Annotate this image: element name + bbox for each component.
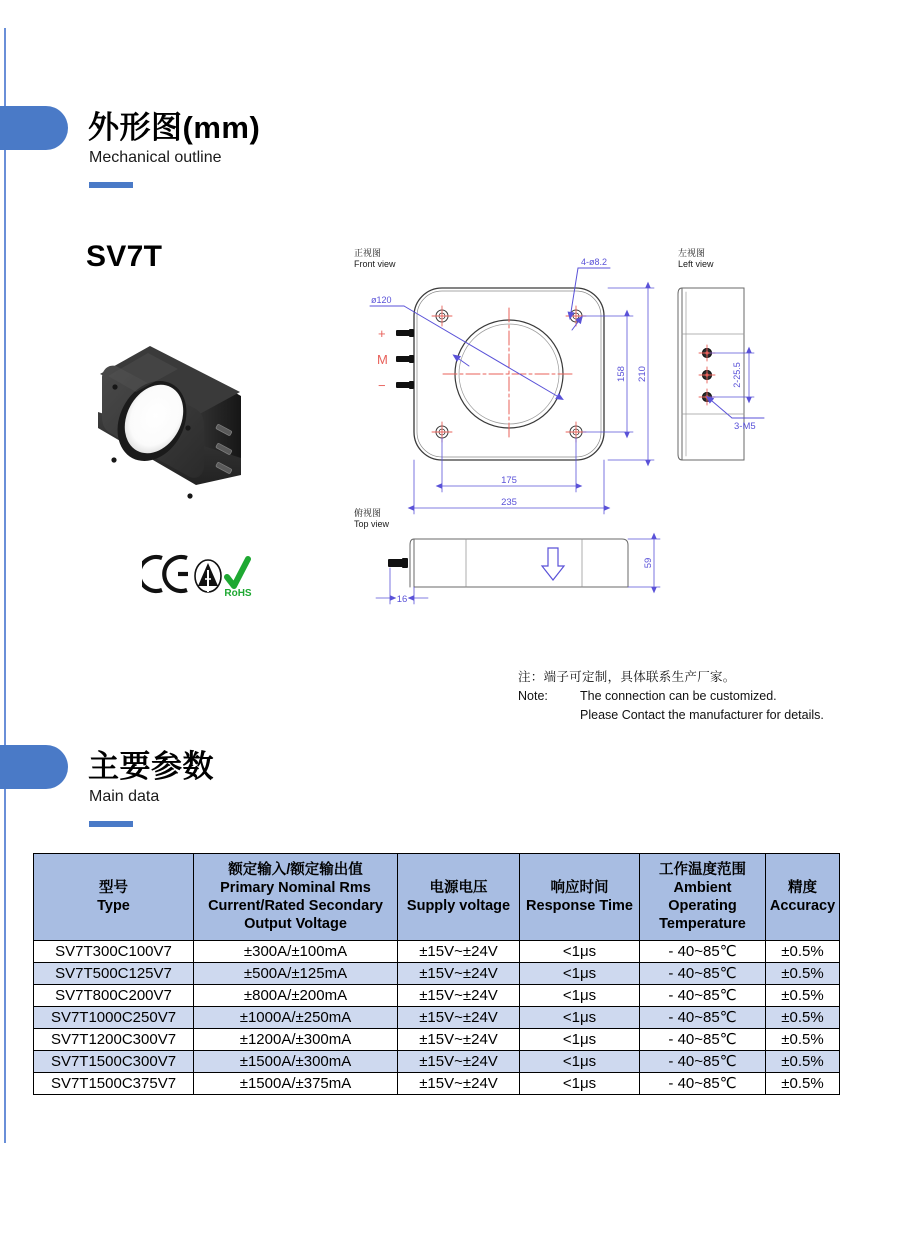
table-row bbox=[34, 1073, 840, 1095]
note-text-en-1: The connection can be customized. bbox=[580, 689, 777, 703]
svg-text:M: M bbox=[377, 352, 388, 367]
cell-accuracy: ±0.5% bbox=[766, 1073, 840, 1095]
svg-text:3-M5: 3-M5 bbox=[734, 421, 756, 432]
note-line-en-1 bbox=[518, 687, 878, 706]
cell-primary-current: ±1200A/±300mA bbox=[194, 1029, 398, 1051]
cell-type: SV7T500C125V7 bbox=[34, 963, 194, 985]
cell-supply-voltage: ±15V~±24V bbox=[398, 1029, 520, 1051]
cell-accuracy: ±0.5% bbox=[766, 963, 840, 985]
cell-type: SV7T800C200V7 bbox=[34, 985, 194, 1007]
main-data-subtitle: Main data bbox=[89, 788, 160, 805]
cell-response-time: <1μs bbox=[520, 941, 640, 963]
svg-text:158: 158 bbox=[616, 366, 627, 382]
svg-text:+: + bbox=[378, 326, 386, 341]
cell-temperature: - 40~85℃ bbox=[640, 1007, 766, 1029]
manufacturer-note bbox=[518, 668, 878, 725]
svg-text:2-25.5: 2-25.5 bbox=[732, 362, 742, 388]
svg-text:175: 175 bbox=[501, 475, 517, 486]
table-row bbox=[34, 1007, 840, 1029]
svg-text:ø120: ø120 bbox=[371, 295, 392, 305]
cell-primary-current: ±1000A/±250mA bbox=[194, 1007, 398, 1029]
certification-marks bbox=[142, 546, 252, 606]
left-view-label: 左视图 Left view bbox=[678, 248, 714, 269]
note-text-cjk: 端子可定制，具体联系生产厂家。 bbox=[543, 670, 736, 684]
main-data-table bbox=[33, 853, 840, 1095]
section-accent-pill-2 bbox=[0, 745, 68, 789]
cell-supply-voltage: ±15V~±24V bbox=[398, 1051, 520, 1073]
front-view-label: 正视图 Front view bbox=[354, 248, 396, 269]
cell-primary-current: ±1500A/±375mA bbox=[194, 1073, 398, 1095]
cell-response-time: <1μs bbox=[520, 985, 640, 1007]
cell-response-time: <1μs bbox=[520, 1029, 640, 1051]
table-header-row bbox=[34, 854, 840, 941]
section-accent-pill bbox=[0, 106, 68, 150]
svg-text:4-ø8.2: 4-ø8.2 bbox=[581, 257, 608, 267]
cell-supply-voltage: ±15V~±24V bbox=[398, 941, 520, 963]
cell-response-time: <1μs bbox=[520, 1051, 640, 1073]
cell-supply-voltage: ±15V~±24V bbox=[398, 963, 520, 985]
cell-primary-current: ±300A/±100mA bbox=[194, 941, 398, 963]
cell-temperature: - 40~85℃ bbox=[640, 1073, 766, 1095]
table-header-type: 型号 Type bbox=[34, 854, 194, 941]
note-key-cjk: 注： bbox=[518, 670, 544, 684]
cell-accuracy: ±0.5% bbox=[766, 941, 840, 963]
table-body bbox=[34, 941, 840, 1095]
mechanical-drawing bbox=[352, 246, 872, 626]
cell-temperature: - 40~85℃ bbox=[640, 1029, 766, 1051]
svg-text:210: 210 bbox=[637, 366, 648, 382]
esd-triangle-mark bbox=[195, 560, 221, 592]
cell-accuracy: ±0.5% bbox=[766, 1029, 840, 1051]
table-row bbox=[34, 1051, 840, 1073]
product-name: SV7T bbox=[86, 240, 163, 273]
page-subtitle: Mechanical outline bbox=[89, 149, 222, 166]
cell-supply-voltage: ±15V~±24V bbox=[398, 985, 520, 1007]
cell-response-time: <1μs bbox=[520, 1073, 640, 1095]
svg-text:−: − bbox=[378, 378, 386, 393]
svg-text:RoHS: RoHS bbox=[224, 588, 252, 599]
top-view-label: 俯视图 Top view bbox=[354, 508, 390, 529]
cell-temperature: - 40~85℃ bbox=[640, 985, 766, 1007]
section-underline-2 bbox=[89, 821, 133, 827]
table-row bbox=[34, 941, 840, 963]
cell-accuracy: ±0.5% bbox=[766, 1007, 840, 1029]
table-row bbox=[34, 963, 840, 985]
page-title: 外形图(mm) bbox=[88, 110, 261, 145]
cell-type: SV7T1500C375V7 bbox=[34, 1073, 194, 1095]
svg-text:16: 16 bbox=[396, 594, 408, 605]
note-text-en-2: Please Contact the manufacturer for details. bbox=[580, 708, 824, 722]
cell-supply-voltage: ±15V~±24V bbox=[398, 1073, 520, 1095]
cell-type: SV7T300C100V7 bbox=[34, 941, 194, 963]
table-row bbox=[34, 985, 840, 1007]
note-key-en: Note: bbox=[518, 689, 548, 703]
cell-temperature: - 40~85℃ bbox=[640, 941, 766, 963]
page-edge-rule bbox=[4, 28, 6, 1143]
table-header-supply-voltage: 电源电压 Supply voltage bbox=[398, 854, 520, 941]
cell-type: SV7T1200C300V7 bbox=[34, 1029, 194, 1051]
main-data-title: 主要参数 bbox=[88, 749, 214, 784]
cell-response-time: <1μs bbox=[520, 963, 640, 985]
note-line-cjk bbox=[518, 668, 878, 687]
cell-temperature: - 40~85℃ bbox=[640, 1051, 766, 1073]
table-header-response-time: 响应时间 Response Time bbox=[520, 854, 640, 941]
cell-response-time: <1μs bbox=[520, 1007, 640, 1029]
cell-type: SV7T1000C250V7 bbox=[34, 1007, 194, 1029]
rohs-mark bbox=[224, 559, 252, 599]
note-line-en-2 bbox=[518, 706, 878, 725]
cell-temperature: - 40~85℃ bbox=[640, 963, 766, 985]
table-row bbox=[34, 1029, 840, 1051]
section-underline bbox=[89, 182, 133, 188]
svg-text:235: 235 bbox=[501, 497, 517, 508]
cell-type: SV7T1500C300V7 bbox=[34, 1051, 194, 1073]
cell-primary-current: ±800A/±200mA bbox=[194, 985, 398, 1007]
cell-primary-current: ±500A/±125mA bbox=[194, 963, 398, 985]
cell-accuracy: ±0.5% bbox=[766, 1051, 840, 1073]
cell-supply-voltage: ±15V~±24V bbox=[398, 1007, 520, 1029]
svg-text:59: 59 bbox=[643, 557, 654, 569]
cell-accuracy: ±0.5% bbox=[766, 985, 840, 1007]
cell-primary-current: ±1500A/±300mA bbox=[194, 1051, 398, 1073]
product-photo bbox=[78, 300, 288, 515]
note-spacer bbox=[518, 706, 580, 725]
table-header-temperature: 工作温度范围 Ambient Operating Temperature bbox=[640, 854, 766, 941]
table-header-accuracy: 精度 Accuracy bbox=[766, 854, 840, 941]
table-header-primary-current: 额定输入/额定输出值 Primary Nominal Rms Current/Rated Secondary Output Voltage bbox=[194, 854, 398, 941]
